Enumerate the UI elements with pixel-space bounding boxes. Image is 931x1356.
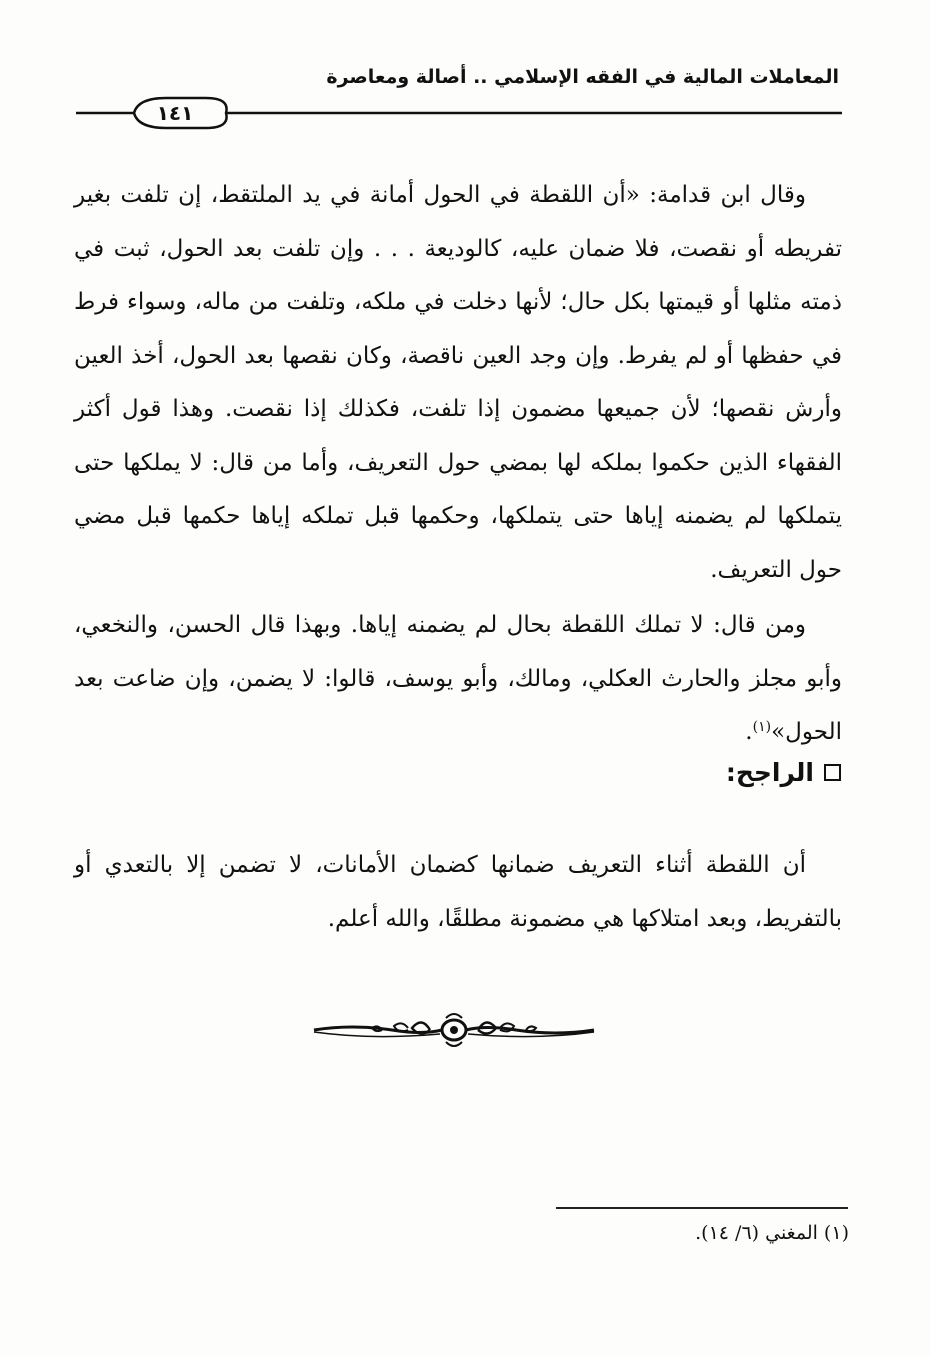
section-heading-preferred-view <box>726 758 841 787</box>
paragraph-quote-ibn-qudama: وقال ابن قدامة: «أن اللقطة في الحول أمانة في يد الملتقط، إن تلفت بغير تفريطه أو نقصت، فلا ضمان عليه، كالوديعة . . . وإن تلفت بعد الحول، ثبت في ذمته مثلها أو قيمتها بكل حال؛ لأنها دخلت في ملكه، وتلفت من ماله، وسواء فرط في حفظها أو لم يفرط. وإن وجد العين ناقصة، وكان نقصها بعد الحول، أخذ العين وأرش نقصها؛ لأن جميعها مضمون إذا تلفت، فكذلك إذا نقصت. وهذا قول أكثر الفقهاء الذين حكموا بملكه لها بمضي حول التعريف، وأما من قال: لا يملكها حتى يتملكها لم يضمنه إياها حتى يتملكها، وحكمها قبل تملكه إياها حكمها قبل مضي حول التعريف. <box>74 182 842 583</box>
footnote-1: (١) المغني (٦/ ١٤). <box>695 1222 849 1244</box>
section-heading-text: الراجح: <box>725 758 814 787</box>
decorative-divider-ornament <box>312 1010 596 1050</box>
running-title: المعاملات المالية في الفقه الإسلامي .. أصالة ومعاصرة <box>326 66 839 88</box>
footnote-marker: (١) <box>752 719 772 735</box>
paragraph-2-text: ومن قال: لا تملك اللقطة بحال لم يضمنه إياها. وبهذا قال الحسن، والنخعي، وأبو مجلز والحارث العكلي، ومالك، وأبو يوسف، قالوا: لا يضمن، وإن ضاعت بعد الحول» <box>74 612 842 745</box>
paragraph-conclusion: أن اللقطة أثناء التعريف ضمانها كضمان الأمانات، لا تضمن إلا بالتعدي أو بالتفريط، وبعد امتلاكها هي مضمونة مطلقًا، والله أعلم. <box>74 852 842 932</box>
square-bullet-icon <box>824 764 841 781</box>
paragraph-quote-continuation <box>74 599 842 760</box>
page-number: ١٤١ <box>156 101 194 125</box>
paragraph-2-end: . <box>745 719 753 745</box>
footnote-separator <box>556 1207 848 1209</box>
